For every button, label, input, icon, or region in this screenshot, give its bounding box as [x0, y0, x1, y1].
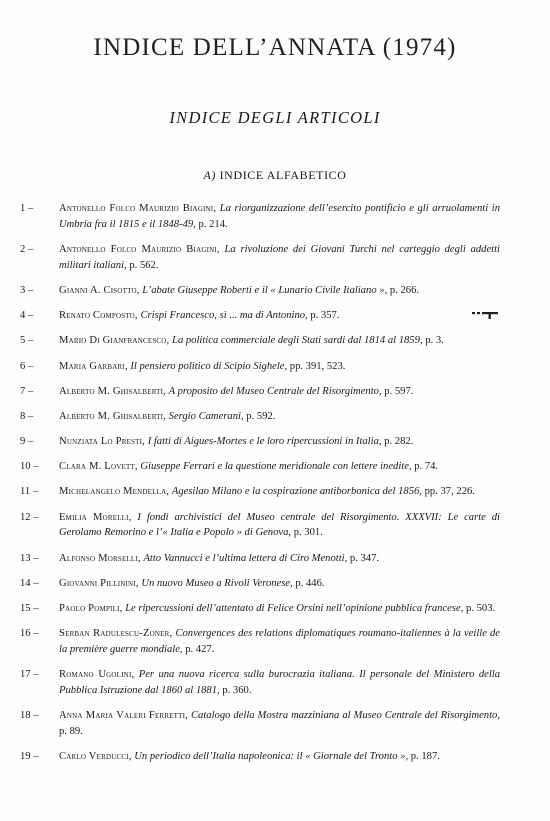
list-item [0, 308, 550, 324]
entry-page-ref: p. 347. [349, 552, 380, 564]
entry-number: 16 – [20, 628, 39, 640]
list-item [0, 384, 550, 400]
entry-title: Giuseppe Ferrari e la questione meridionale con lettere inedite, [140, 461, 412, 473]
list-item [0, 626, 550, 658]
entry-number: 8 – [20, 410, 34, 422]
list-item [0, 409, 550, 425]
entry-title: Sergio Camerani, [168, 410, 244, 422]
entry-page-ref: p. 446. [295, 577, 325, 589]
entry-page-ref: p. 187. [410, 751, 440, 763]
page-title: INDICE DELL’ANNATA (1974) [93, 34, 457, 61]
entry-number: 6 – [20, 360, 34, 372]
entry-page-ref: p. 282. [384, 436, 414, 448]
entry-number: 2 – [20, 243, 34, 255]
entry-page-ref: p. 360. [222, 684, 252, 696]
entry-number: 3 – [20, 284, 34, 296]
entry-title: Per una nuova ricerca sulla burocrazia italiana. Il personale del Ministero della Pubblica Istruzione dal 1860 al 1881, [59, 669, 501, 696]
entry-title: La riorganizzazione dell’esercito pontificio e gli arruolamenti in Umbria fra il 1815 e il 1848-49, [59, 203, 500, 230]
list-item [0, 359, 550, 375]
entry-number: 14 – [20, 577, 39, 589]
entry-page-ref: p. 266. [389, 284, 420, 296]
entry-title: Crispi Francesco, sì ... ma di Antonino, [140, 310, 308, 322]
entry-author: Mario Di Gianfrancesco, [59, 335, 170, 347]
entry-page-ref: p. 3. [425, 335, 444, 347]
list-item [0, 434, 550, 450]
list-item [0, 333, 550, 349]
entry-title: I fondi archivistici del Museo centrale del Risorgimento. XXXVII: Le carte di Gerolamo Remorino e l’« Italia e Popolo » di Genova, [59, 511, 500, 539]
entry-number: 19 – [20, 751, 39, 763]
entry-title: Catalogo della Mostra mazziniana al Museo Centrale del Risorgimento, [190, 710, 500, 722]
entry-title: Le ripercussioni dell’attentato di Felice Orsini nell’opinione pubblica francese, [125, 603, 464, 615]
entry-number: 18 – [20, 710, 39, 722]
entry-title: Atto Vannucci e l’ultima lettera di Ciro Menotti, [143, 552, 348, 564]
entry-author: Michelangelo Mendella, [59, 486, 170, 498]
entry-number: 9 – [20, 436, 34, 448]
subsection-letter: A) [203, 168, 216, 182]
entry-page-ref: p. 89. [59, 725, 83, 737]
list-item [0, 242, 550, 274]
entry-number: 4 – [20, 310, 34, 322]
subsection-title [0, 168, 550, 183]
entry-page-ref: p. 592. [246, 410, 276, 422]
subsection-label: INDICE ALFABETICO [219, 168, 347, 182]
list-item [0, 459, 550, 475]
list-item [0, 283, 550, 299]
entry-title: Un nuovo Museo a Rivoli Veronese, [141, 577, 293, 589]
list-item [0, 484, 550, 500]
entry-number: 17 – [20, 669, 39, 681]
entry-author: Serban Radulescu-Zoner, [59, 628, 173, 640]
entry-number: 13 – [20, 552, 39, 564]
entry-number: 11 – [20, 486, 39, 498]
entry-number: 10 – [20, 461, 39, 473]
entry-number: 5 – [20, 335, 34, 347]
list-item [0, 510, 550, 542]
entry-number: 1 – [20, 203, 34, 214]
entry-author: Clara M. Lovett, [59, 461, 138, 473]
printer-mark-icon [472, 309, 498, 319]
entry-page-ref: p. 562. [129, 259, 159, 271]
list-item [0, 576, 550, 592]
entry-page-ref: p. 357. [310, 310, 340, 322]
entry-page-ref: p. 427. [185, 644, 215, 655]
entry-title: La rivoluzione dei Giovani Turchi nel carteggio degli addetti militari italiani, [59, 243, 500, 271]
entry-author: Gianni A. Cisotto, [59, 284, 140, 296]
list-item [0, 667, 550, 699]
entry-page-ref: p. 74. [414, 461, 439, 473]
list-item [0, 551, 550, 567]
entry-author: Antonello Folco Maurizio Biagini, [59, 203, 217, 214]
entry-author: Giovanni Pillinini, [59, 577, 139, 589]
entry-title: I fatti di Aigues-Mortes e le loro ripercussioni in Italia, [147, 436, 382, 448]
entry-author: Alberto M. Ghisalberti, [59, 410, 166, 422]
section-title: INDICE DEGLI ARTICOLI [169, 108, 381, 127]
entry-number: 12 – [20, 511, 39, 523]
entry-author: Paolo Pompili, [59, 603, 123, 615]
entry-title: La politica commerciale degli Stati sardi dal 1814 al 1859, [172, 335, 423, 347]
entry-title: L’abate Giuseppe Roberti e il « Lunario Civile Italiano », [142, 284, 388, 296]
list-item [0, 708, 550, 740]
entry-number: 15 – [20, 603, 39, 615]
entry-page-ref: p. 301. [293, 527, 323, 539]
entry-author: Antonello Folco Maurizio Biagini, [59, 243, 220, 255]
entry-title: Il pensiero politico di Scipio Sighele, [130, 360, 288, 372]
entry-title: Convergences des relations diplomatiques roumano-italiennes à la veille de la première guerre mondiale, [59, 628, 500, 655]
list-item [0, 201, 550, 233]
entry-page-ref: pp. 391, 523. [289, 360, 346, 372]
entry-author: Alfonso Morselli, [59, 552, 141, 564]
entry-author: Carlo Verducci, [59, 751, 132, 763]
article-index-list [0, 201, 550, 774]
list-item [0, 601, 550, 617]
entry-author: Maria Garbari, [59, 360, 128, 372]
entry-author: Renato Composto, [59, 310, 138, 322]
entry-title: Un periodico dell’Italia napoleonica: il « Giornale del Tronto », [134, 751, 409, 763]
entry-page-ref: pp. 37, 226. [424, 486, 475, 498]
entry-author: Alberto M. Ghisalberti, [59, 385, 166, 397]
entry-number: 7 – [20, 385, 34, 397]
entry-page-ref: p. 503. [466, 603, 496, 615]
entry-author: Nunziata Lo Presti, [59, 436, 146, 448]
entry-author: Emilia Morelli, [59, 511, 132, 523]
list-item [0, 749, 550, 765]
entry-title: A proposito del Museo Centrale del Risorgimento, [168, 385, 382, 397]
entry-author: Anna Maria Valeri Ferretti, [59, 710, 189, 722]
entry-page-ref: p. 214. [198, 218, 228, 230]
entry-author: Romano Ugolini, [59, 669, 135, 681]
entry-page-ref: p. 597. [384, 385, 414, 397]
entry-title: Agesilao Milano e la cospirazione antiborbonica del 1856, [171, 486, 422, 498]
